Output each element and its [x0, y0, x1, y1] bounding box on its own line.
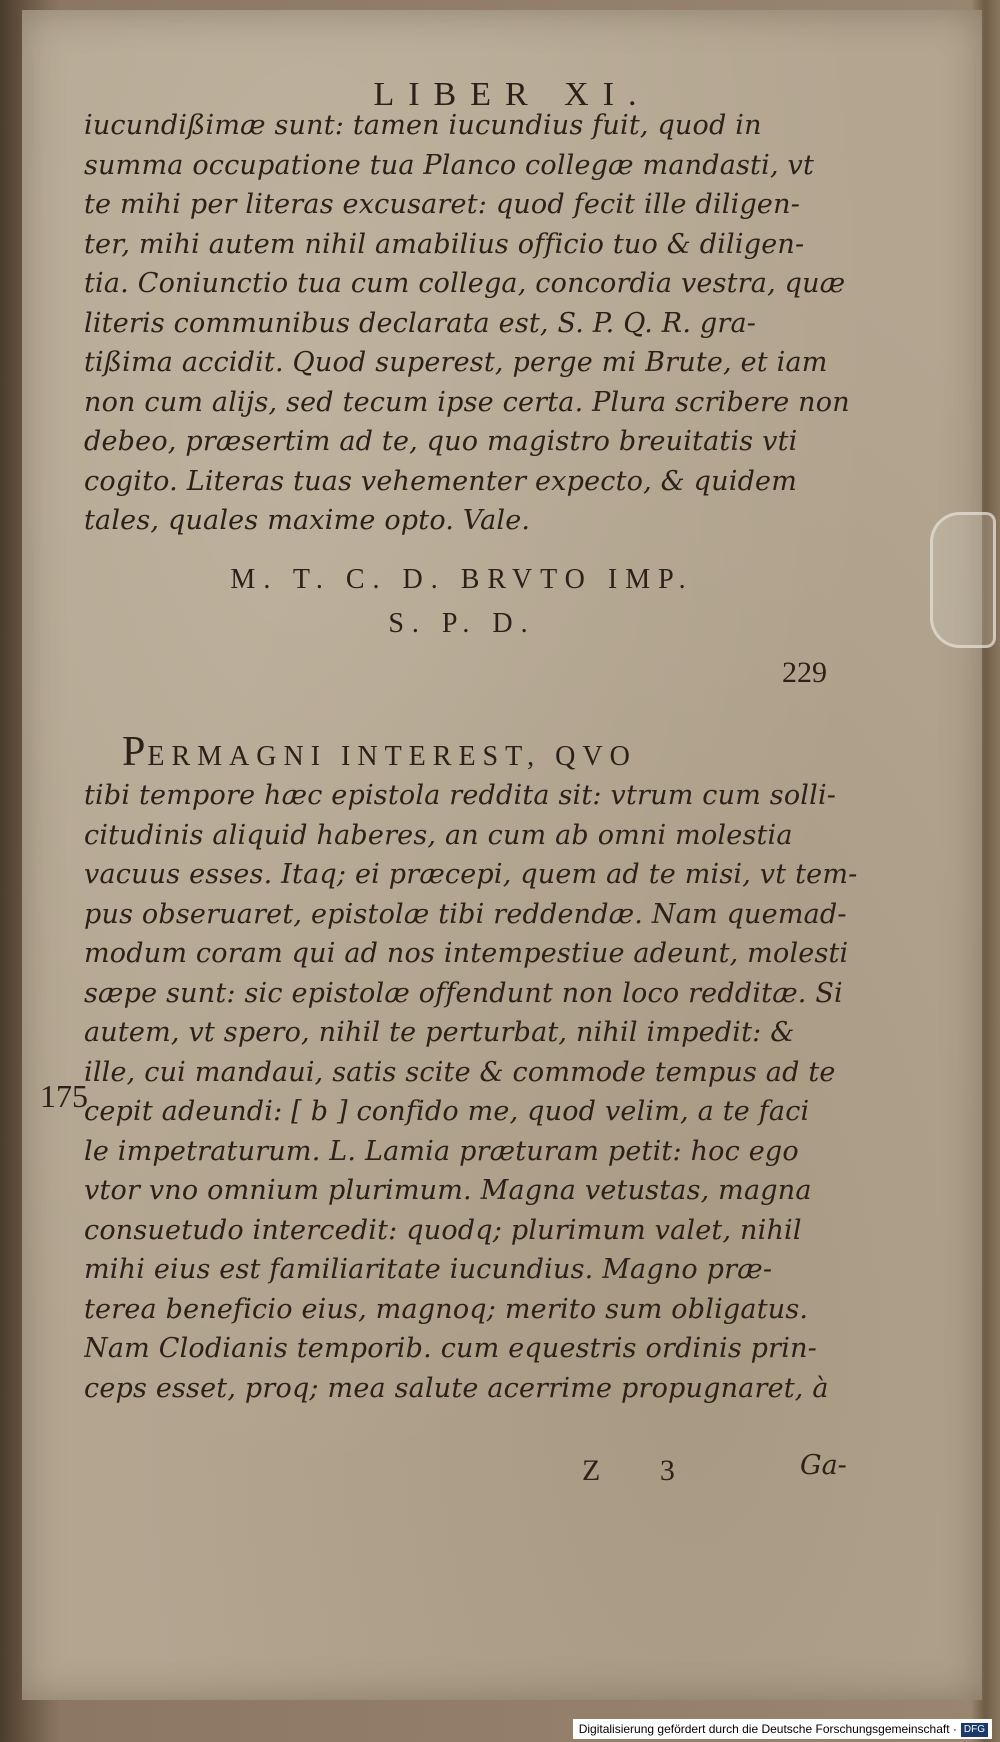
text-line: iucundißimæ sunt: tamen iucundius fuit, quod in [84, 110, 762, 141]
text-line: sæpe sunt: sic epistolæ offendunt non loco redditæ. Si [84, 977, 843, 1009]
epistle-number: 229 [782, 656, 827, 689]
page-clip [930, 512, 996, 648]
text-line: tia. Coniunctio tua cum collega, concordia vestra, quæ [84, 268, 846, 299]
text-line: cepit adeundi: [ b ] confido me, quod velim, a te faci [84, 1096, 810, 1127]
margin-number: 175 [40, 1078, 88, 1114]
running-head: LIBER XI. [373, 76, 651, 113]
letter2-subheading: S. P. D. [388, 608, 536, 639]
text-line: non cum alijs, sed tecum ipse certa. Plura scribere non [84, 386, 850, 418]
catchword: Ga- [800, 1450, 847, 1481]
text-line: modum coram qui ad nos intempestiue adeunt, molesti [84, 938, 849, 969]
signature-mark: Z 3 [582, 1454, 701, 1487]
text-line: mihi eius est familiaritate iucundius. Magno præ- [84, 1254, 773, 1285]
text-line: literis communibus declarata est, S. P. Q. R. gra- [84, 307, 757, 339]
letter2-opening [122, 728, 637, 776]
dfg-logo: DFG [961, 1723, 988, 1737]
text-line: ille, cui mandaui, satis scite & commode tempus ad te [84, 1056, 836, 1088]
text-line: Nam Clodianis temporib. cum equestris ordinis prin- [84, 1333, 817, 1364]
text-line: debeo, præsertim ad te, quo magistro breuitatis vti [84, 426, 798, 457]
book-page [22, 10, 982, 1700]
footer-text: Digitalisierung gefördert durch die Deutsche Forschungsgemeinschaft · [578, 1722, 957, 1736]
text-line: ceps esset, proq; mea salute acerrime propugnaret, à [84, 1372, 829, 1404]
text-line: citudinis aliquid haberes, an cum ab omni molestia [84, 819, 793, 851]
letter2-text [84, 776, 874, 1408]
text-line: cogito. Literas tuas vehementer expecto, & quidem [84, 465, 798, 497]
text-line: ter, mihi autem nihil amabilius officio tuo & diligen- [84, 228, 805, 260]
drop-initial: P [122, 729, 148, 775]
text-line: vacuus esses. Itaq; ei præcepi, quem ad te misi, vt tem- [84, 859, 858, 890]
text-line: tales, quales maxime opto. Vale. [84, 505, 531, 536]
text-line: autem, vt spero, nihil te perturbat, nihil impedit: & [84, 1017, 795, 1048]
text-line: pus obseruaret, epistolæ tibi reddendæ. Nam quemad- [84, 898, 847, 930]
text-line: te mihi per literas excusaret: quod fecit ille diligen- [84, 189, 801, 220]
text-line: le impetraturum. L. Lamia præturam petit: hoc ego [84, 1135, 799, 1167]
text-line: consuetudo intercedit: quodq; plurimum valet, nihil [84, 1214, 802, 1246]
text-line: tibi tempore hæc epistola reddita sit: vtrum cum solli- [84, 780, 837, 811]
letter2-heading: M. T. C. D. BRVTO IMP. [230, 564, 694, 595]
text-line: tißima accidit. Quod superest, perge mi Brute, et iam [84, 347, 828, 378]
text-line: terea beneficio eius, magnoq; merito sum obligatus. [84, 1293, 809, 1325]
text-line: vtor vno omnium plurimum. Magna vetustas, magna [84, 1175, 812, 1206]
opening-rest: ERMAGNI INTEREST, QVO [147, 741, 637, 772]
text-line: summa occupatione tua Planco collegæ mandasti, vt [84, 149, 815, 181]
digitization-footer [573, 1719, 992, 1739]
letter1-text [84, 106, 874, 541]
